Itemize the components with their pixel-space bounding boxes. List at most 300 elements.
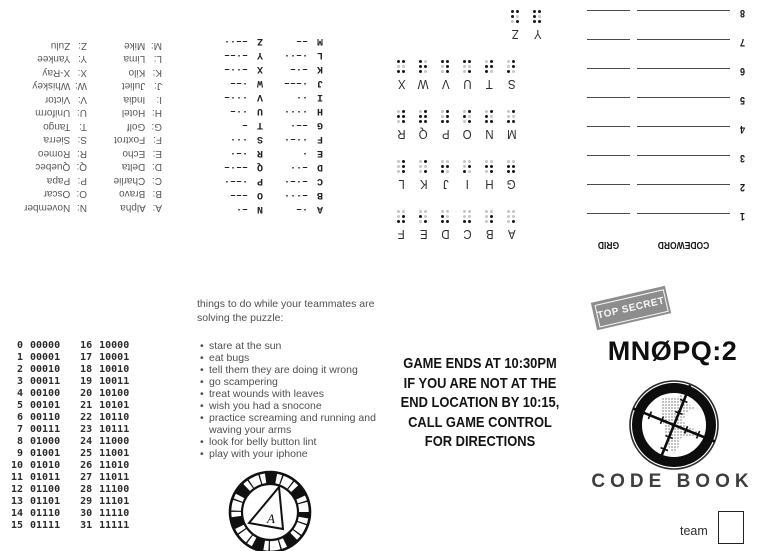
binary-decimal: 16 [80,340,93,351]
binary-row [9,376,60,388]
phonetic-row [96,147,162,161]
binary-row [9,472,60,484]
phonetic-word: Papa [46,175,71,186]
braille-letter: E [419,227,428,241]
braille-cell [460,160,475,190]
braille-cell [438,160,453,190]
binary-column-0-15 [9,340,60,551]
braille-chart [385,10,542,241]
game-notice-line: IF YOU ARE NOT AT THE [403,374,557,392]
morse-code: ·––– [283,77,308,88]
bullet-icon: • [200,412,204,424]
phonetic-row [96,174,162,188]
morse-column-a-m [284,0,323,215]
phonetic-row [96,160,162,174]
grid-blank-line [587,126,630,127]
phonetic-row [24,93,87,107]
codeword-row-number: 8 [739,7,745,19]
binary-code: 11010 [99,460,130,471]
braille-cell [482,160,497,190]
braille-letter: P [441,127,450,141]
phonetic-letter: M: [150,40,162,51]
braille-letter: O [463,127,472,141]
game-notice [397,354,562,452]
morse-row [284,201,323,215]
binary-row [9,364,60,376]
todo-text: practice screaming and running and waving your arms [209,412,376,436]
phonetic-row [96,106,162,120]
codeword-row [577,65,745,94]
codeword-blank-line [637,97,730,98]
binary-row [9,460,60,472]
braille-letter: N [485,127,494,141]
morse-row [224,145,263,159]
braille-dots [441,109,451,124]
panel-todo [192,285,384,551]
bullet-icon: • [200,376,204,388]
phonetic-word: Delta [121,161,146,173]
braille-letter: I [465,177,470,191]
morse-code: ·– [295,203,308,214]
braille-cell [504,160,519,190]
morse-letter: Q [256,161,263,172]
codeword-blank-line [637,155,730,156]
morse-row [284,61,323,75]
braille-letter: G [507,177,516,191]
phonetic-row [24,120,87,134]
codeword-row [577,94,745,123]
phonetic-row [24,160,87,174]
morse-row [224,201,263,215]
binary-code: 01000 [30,436,61,447]
braille-dots [397,209,407,224]
codeword-rows [577,7,745,239]
braille-cell [416,110,431,140]
morse-letter: I [316,91,323,102]
morse-row [224,159,263,173]
phonetic-letter: L: [153,53,162,65]
phonetic-letter: Z: [78,40,87,51]
binary-decimal: 2 [16,364,23,375]
morse-letter: F [316,133,323,144]
binary-row [78,340,129,352]
morse-letter: U [256,105,263,116]
phonetic-letter: X: [77,67,87,78]
braille-dots [463,159,473,174]
codeword-row-number: 4 [739,123,745,135]
team-label: team [680,524,708,538]
grid-blank-line [587,97,630,98]
braille-letter: C [463,227,472,241]
phonetic-row [24,52,87,66]
cover-subtitle: CODE BOOK [591,471,754,492]
phonetic-letter: C: [152,175,162,186]
morse-letter: V [256,91,263,102]
codeword-blank-line [637,126,730,127]
todo-item [197,400,379,412]
morse-code: ––· [289,119,308,130]
binary-code: 01110 [30,508,61,519]
phonetic-letter: O: [76,188,87,200]
braille-dots [441,59,451,74]
codeword-blank-line [637,39,730,40]
grid-blank-line [587,184,630,185]
binary-decimal: 12 [10,484,23,495]
morse-code: ·–· [229,147,248,158]
grid-blank-line [587,68,630,69]
binary-decimal: 17 [80,352,93,363]
binary-decimal: 19 [80,376,93,387]
binary-row [78,376,129,388]
binary-code: 00000 [30,340,61,351]
morse-code: –·–– [223,49,248,60]
morse-letter: B [316,189,323,200]
binary-row [9,400,60,412]
binary-row [9,352,60,364]
binary-code: 00010 [30,364,61,375]
braille-dots [507,159,517,174]
phonetic-row [24,79,87,93]
phonetic-word: Echo [122,148,146,159]
binary-decimal: 21 [80,400,93,411]
binary-row [9,484,60,496]
panel-game-notice [384,285,576,551]
binary-decimal: 23 [80,424,93,435]
braille-letter: Y [533,27,542,41]
codeword-row [577,36,745,65]
todo-item [197,340,379,352]
morse-row [224,117,263,131]
binary-code: 10100 [99,388,130,399]
morse-column-n-z [224,0,263,215]
binary-row [78,424,129,436]
binary-row [78,484,129,496]
phonetic-letter: J: [154,80,162,92]
braille-letter: W [418,77,429,91]
panel-binary [0,285,192,551]
morse-row [224,33,263,47]
morse-code: –·– [289,63,308,74]
codeword-row [577,7,745,36]
todo-text: look for belly button lint [209,436,317,448]
morse-letter: K [316,63,323,74]
braille-cell [460,60,475,90]
morse-row [284,33,323,47]
braille-letter: Z [511,27,520,41]
bullet-icon: • [200,400,204,412]
todo-text: stare at the sun [209,340,282,352]
binary-row [78,436,129,448]
todo-list [197,340,384,460]
game-notice-line: CALL GAME CONTROL [408,413,552,431]
game-notice-line: END LOCATION BY 10:15, [400,394,560,411]
top-secret-stamp-text: TOP SECRET [596,294,666,322]
braille-dots [419,109,429,124]
binary-row [9,340,60,352]
binary-column-16-31 [78,340,129,551]
morse-letter: H [316,105,323,116]
morse-letter: S [256,133,263,144]
morse-letter: N [256,203,263,214]
binary-decimal: 14 [10,508,23,519]
braille-cell [504,210,519,240]
morse-code: –··· [283,189,308,200]
binary-row [9,508,60,520]
crosshair-scope-icon [626,377,722,473]
phonetic-letter: Y: [78,53,87,65]
morse-letter: G [316,119,323,130]
phonetic-letter: P: [77,175,87,186]
bullet-icon: • [200,364,204,376]
braille-cell [482,110,497,140]
morse-letter: W [256,77,263,88]
morse-row [284,103,323,117]
codeword-row-number: 7 [739,36,745,48]
binary-code: 11101 [99,496,130,507]
braille-cell [438,210,453,240]
binary-code: 00101 [30,400,61,411]
phonetic-letter: S: [77,134,87,146]
braille-letter: L [398,177,405,191]
morse-code: ··–· [283,133,308,144]
binary-decimal: 5 [16,400,23,411]
braille-cell [460,110,475,140]
braille-letter: J [442,177,449,191]
morse-code: –·–· [283,175,308,186]
binary-decimal: 7 [16,424,23,435]
braille-cell [416,210,431,240]
morse-code: ·–·· [283,49,308,60]
braille-row [385,210,519,240]
phonetic-letter: U: [77,107,87,119]
codeword-row [577,152,745,181]
phonetic-word: Yankee [37,53,71,65]
binary-row [78,352,129,364]
binary-decimal: 13 [10,496,23,507]
codeword-number-spacer [730,239,745,250]
phonetic-word: Mike [124,40,146,51]
grid-blank-line [587,39,630,40]
codeword-row [577,123,745,152]
braille-letter: F [397,227,406,241]
todo-text: tell them they are doing it wrong [209,364,358,376]
phonetic-letter: T: [79,121,87,132]
codeword-row-number: 5 [739,94,745,106]
phonetic-letter: G: [151,121,162,132]
braille-letter: Q [419,127,428,141]
morse-code: ·–– [229,77,248,88]
binary-decimal: 20 [80,388,93,399]
panel-phonetic [0,0,193,285]
phonetic-row [96,187,162,201]
codeword-row-number: 1 [739,210,745,222]
phonetic-letter: F: [153,134,162,146]
todo-text: wish you had a snocone [209,400,322,412]
braille-cell [394,60,409,90]
phonetic-word: Sierra [43,134,71,146]
braille-letter: U [463,77,472,91]
morse-row [284,173,323,187]
morse-letter: X [256,63,263,74]
braille-dots [511,9,521,24]
binary-row [78,460,129,472]
morse-row [224,103,263,117]
braille-dots [397,59,407,74]
binary-row [9,496,60,508]
braille-dots [419,209,429,224]
phonetic-letter: Q: [76,161,87,173]
braille-dots [419,159,429,174]
morse-row [224,173,263,187]
braille-dots [441,209,451,224]
braille-letter: X [397,77,406,91]
codeword-blank-line [637,68,730,69]
phonetic-row [96,79,162,93]
braille-dots [533,9,543,24]
bottom-strip [0,285,769,551]
phonetic-letter: B: [152,188,162,200]
binary-decimal: 8 [16,436,23,447]
phonetic-row [24,133,87,147]
codeword-header: CODEWORD [657,239,710,250]
braille-cell [460,210,475,240]
binary-row [9,448,60,460]
phonetic-word: Foxtrot [114,134,146,146]
phonetic-word: Zulu [50,40,71,51]
braille-cell [508,10,523,40]
phonetic-word: Oscar [43,188,71,200]
binary-code: 00110 [30,412,61,423]
grid-blank-line [587,10,630,11]
binary-decimal: 11 [10,472,23,483]
binary-code: 01100 [30,484,61,495]
morse-letter: R [256,147,263,158]
todo-item [197,436,379,448]
phonetic-row [96,201,162,215]
binary-code: 10001 [99,352,130,363]
morse-row [284,47,323,61]
todo-item [197,364,379,376]
phonetic-row [96,66,162,80]
bullet-icon: • [200,448,204,460]
phonetic-word: Tango [43,121,71,132]
compass-dial-icon [224,466,316,551]
phonetic-word: India [123,94,146,105]
binary-row [78,496,129,508]
binary-code: 00111 [30,424,61,435]
codeword-row [577,210,745,239]
binary-code: 01011 [30,472,61,483]
todo-item [197,352,379,364]
todo-item [197,388,379,400]
braille-cell [530,10,545,40]
braille-row [385,160,519,190]
braille-dots [463,59,473,74]
binary-decimal: 24 [80,436,93,447]
morse-row [224,89,263,103]
morse-letter: P [256,175,263,186]
phonetic-word: Whiskey [32,80,71,92]
phonetic-word: November [24,202,71,213]
binary-code: 00100 [30,388,61,399]
binary-decimal: 25 [80,448,93,459]
phonetic-letter: K: [152,67,162,78]
binary-code: 11000 [99,436,130,447]
binary-decimal: 6 [16,412,23,423]
braille-dots [397,159,407,174]
braille-dots [463,209,473,224]
morse-code: –– [295,35,308,46]
phonetic-row [24,106,87,120]
morse-letter: C [316,175,323,186]
morse-row [224,47,263,61]
braille-letter: B [485,227,494,241]
morse-row [284,117,323,131]
morse-letter: E [316,147,323,158]
phonetic-row [24,174,87,188]
phonetic-row [96,133,162,147]
phonetic-column-n-z [24,0,87,214]
cover-title: MNØPQ:2 [607,336,738,366]
binary-code: 11111 [99,520,130,531]
binary-decimal: 10 [10,460,23,471]
morse-row [284,89,323,103]
morse-row [224,75,263,89]
morse-row [284,159,323,173]
binary-row [9,520,60,532]
todo-item [197,448,379,460]
braille-letter: A [507,227,516,241]
binary-decimal: 18 [80,364,93,375]
braille-cell [394,110,409,140]
braille-cell [416,160,431,190]
top-secret-stamp [591,286,671,330]
binary-code: 10011 [99,376,130,387]
morse-row [284,75,323,89]
phonetic-letter: I: [156,94,162,105]
braille-cell [482,60,497,90]
phonetic-word: X-Ray [42,67,71,78]
morse-code: ··– [229,105,248,116]
phonetic-word: Golf [126,121,146,132]
panel-cover [576,285,769,551]
braille-letter: V [441,77,450,91]
grid-blank-line [587,213,630,214]
binary-code: 00011 [30,376,61,387]
binary-code: 01001 [30,448,61,459]
binary-decimal: 4 [16,388,23,399]
codeword-blank-line [637,184,730,185]
binary-code: 01010 [30,460,61,471]
morse-code: ···· [283,105,308,116]
phonetic-letter: E: [152,148,162,159]
bullet-icon: • [200,352,204,364]
braille-row [385,110,519,140]
binary-decimal: 30 [80,508,93,519]
compass-letter: A [267,511,275,526]
binary-decimal: 31 [80,520,93,531]
braille-dots [507,59,517,74]
todo-title: things to do while your teammates are solving the puzzle: [197,298,375,324]
braille-dots [463,109,473,124]
binary-code: 01111 [30,520,61,531]
binary-code: 11001 [99,448,130,459]
panel-codeword-grid [577,0,769,285]
morse-letter: A [316,203,323,214]
morse-row [284,145,323,159]
binary-row [78,364,129,376]
braille-dots [419,59,429,74]
